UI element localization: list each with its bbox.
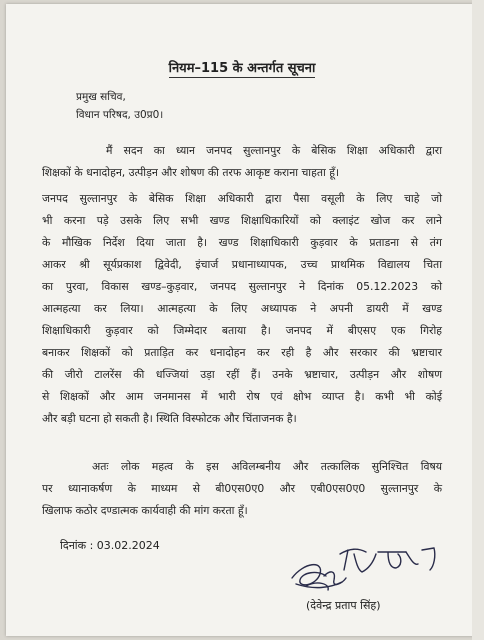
addressee-line-1: प्रमुख सचिव,: [76, 91, 126, 103]
paragraph-line: की जीरो टालरेंस की धज्जियां उड़ा रहीं हैं। उनके भ्रष्टाचार, उत्पीड़न और शोषण: [42, 368, 442, 381]
paragraph-line: आकर श्री सूर्यप्रकाश द्विवेदी, इंचार्ज प्रधानाध्यापक, उच्च प्राथमिक विद्यालय चिता: [42, 258, 442, 271]
paragraph-line: खिलाफ कठोर दण्डात्मक कार्यवाही की मांग करता हूँ।: [42, 504, 248, 517]
document-title: [0, 58, 484, 76]
paragraph-line: के मौखिक निर्देश दिया जाता है। खण्ड शिक्षाधिकारी कुड़वार के प्रताडना से तंग: [42, 236, 442, 249]
signer-name: (देवेन्द्र प्रताप सिंह): [306, 599, 381, 612]
paragraph-line: और बड़ी घटना हो सकती है। स्थिति विस्फोटक और चिंताजनक है।: [42, 412, 297, 425]
page-edge: [472, 0, 484, 640]
paragraph-line: मैं सदन का ध्यान जनपद सुल्तानपुर के बेसिक शिक्षा अधिकारी द्वारा: [106, 144, 442, 157]
paragraph-line: भी करना पड़े उसके लिए सभी खण्ड शिक्षाधिकारियों को क्लाइंट खोज कर लाने: [42, 214, 442, 227]
date-line: [60, 538, 160, 553]
paragraph-line: शिक्षाधिकारी कुड़वार को जिम्मेदार बताया है। जनपद में बीएसए एक गिरोह: [42, 324, 442, 337]
paragraph-line: बनाकर शिक्षकों को प्रताड़ित कर धनादोहन कर रही है और सरकार की भ्रष्टाचार: [42, 346, 442, 359]
paragraph-line: आत्महत्या कर लिया। आत्महत्या के लिए अध्यापक ने अपनी डायरी में खण्ड: [42, 302, 442, 315]
paragraph-line: जनपद सुल्तानपुर के बेसिक शिक्षा अधिकारी द्वारा पैसा वसूली के लिए चाहे जो: [42, 192, 442, 205]
paragraph-1: [42, 140, 442, 184]
paragraph-line: का पुरवा, विकास खण्ड–कुड़वार, जनपद सुल्तानपुर ने दिनांक 05.12.2023 को: [42, 280, 442, 293]
date-label: दिनांक :: [60, 539, 94, 552]
paragraph-line: शिक्षकों के धनादोहन, उत्पीड़न और शोषण की तरफ आकृष्ट कराना चाहता हूँ।: [42, 166, 340, 179]
paragraph-2: [42, 188, 442, 430]
paragraph-line: से शिक्षकों और आम जनमानस में भारी रोष एवं क्षोभ व्याप्त है। कभी भी कोई: [42, 390, 442, 403]
document-title-text: नियम–115 के अन्तर्गत सूचना: [168, 61, 316, 76]
date-value: 03.02.2024: [96, 539, 160, 552]
paragraph-line: अतः लोक महत्व के इस अविलम्बनीय और तत्कालिक सुनिश्चित विषय: [92, 460, 442, 473]
paragraph-3: [42, 456, 442, 522]
addressee-line-2: विधान परिषद, उ0प्र0।: [76, 109, 164, 121]
paragraph-line: पर ध्यानाकर्षण के माध्यम से बी0एस0ए0 और एबी0एस0ए0 सुल्तानपुर के: [42, 482, 442, 495]
